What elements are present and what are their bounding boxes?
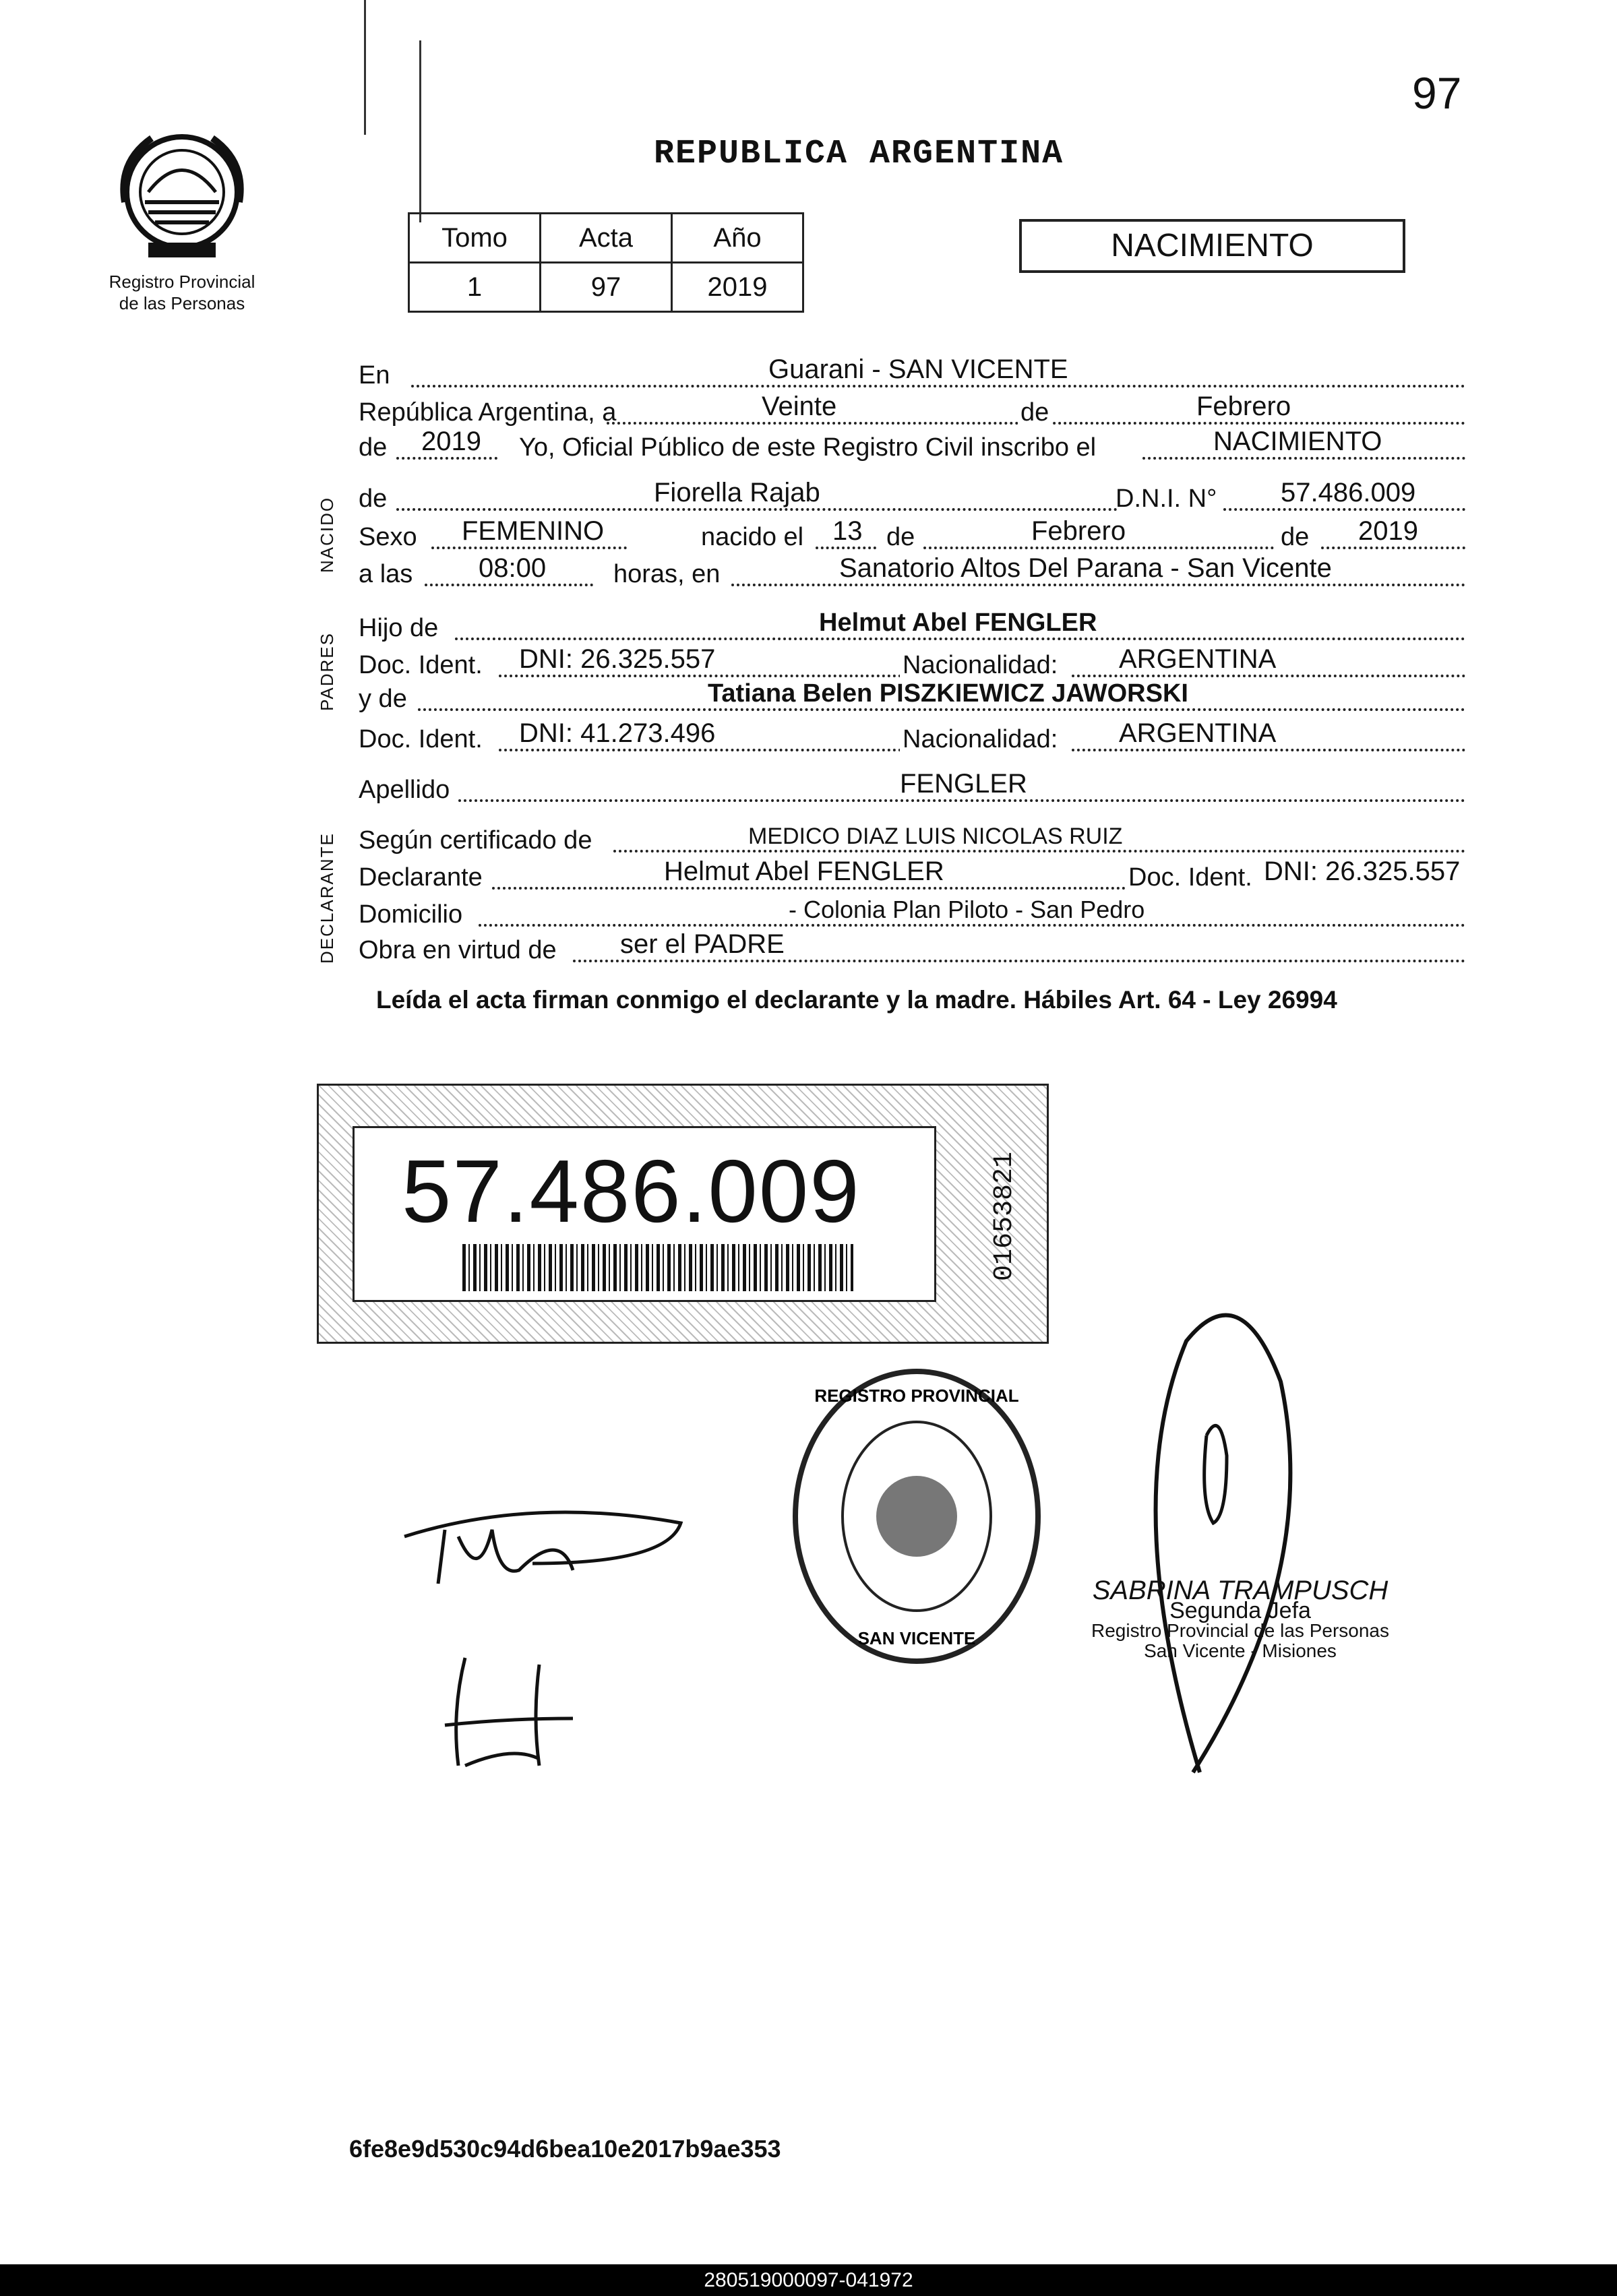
registry-table [408,212,804,313]
row-sexo: Sexo FEMENINO nacido el 13 de Febrero de 2019 [357,516,1465,555]
child-dni: 57.486.009 [1281,478,1416,507]
mother-name: Tatiana Belen PISZKIEWICZ JAWORSKI [708,679,1188,708]
side-label-nacido: NACIDO [317,496,337,573]
header-acta: Acta [541,214,672,263]
row-en: En Guarani - SAN VICENTE [357,354,1465,393]
row-year: de 2019 Yo, Oficial Público de este Registro Civil inscribo el NACIMIENTO [357,426,1465,465]
row-declarante: Declarante Helmut Abel FENGLER Doc. Ident. DNI: 26.325.557 [359,857,1461,892]
row-republica: República Argentina, a Veinte de Febrero [357,391,1465,430]
page-number: 97 [1412,68,1462,118]
row-hijo: Hijo de Helmut Abel FENGLER [357,607,1465,646]
father-name: Helmut Abel FENGLER [819,609,1097,637]
sticker-serial: 01653821 [989,1151,1020,1281]
country-title: REPUBLICA ARGENTINA [654,135,1064,173]
place-value: Guarani - SAN VICENTE [768,354,1068,384]
side-label-padres: PADRES [317,632,337,711]
row-hora: a las 08:00 horas, en Sanatorio Altos Del Parana - San Vicente [357,553,1465,592]
row-mother: y de Tatiana Belen PISZKIEWICZ JAWORSKI [357,677,1465,716]
header-ano: Año [672,214,803,263]
declarant-signature [398,1489,688,1590]
svg-text:SAN VICENTE: SAN VICENTE [857,1628,976,1648]
ano-value: 2019 [672,263,803,312]
tomo-value: 1 [409,263,541,312]
sticker-inner [353,1126,936,1302]
barcode [462,1244,853,1291]
row-mother-doc: Doc. Ident. DNI: 41.273.496 Nacionalidad: ARGENTINA [357,718,1465,757]
child-name: Fiorella Rajab [654,478,820,507]
mother-signature [438,1651,580,1772]
svg-text:REGISTRO PROVINCIAL: REGISTRO PROVINCIAL [814,1386,1019,1406]
province-logo [111,121,253,270]
closing-text: Leída el acta firman conmigo el declarante y la madre. Hábiles Art. 64 - Ley 26994 [376,986,1337,1014]
official-stamp [782,1361,1051,1671]
margin-line [419,40,421,222]
row-father-doc: Doc. Ident. DNI: 26.325.557 Nacionalidad: ARGENTINA [357,644,1465,683]
header-tomo: Tomo [409,214,541,263]
signer-block [1072,1576,1409,1661]
signer-name: SABRINA TRAMPUSCH [1092,1576,1389,1605]
footer-code: 280519000097-041972 [704,2269,913,2291]
record-type-box: NACIMIENTO [1019,219,1405,273]
side-label-declarante: DECLARANTE [317,832,337,964]
row-segun: Según certificado de MEDICO DIAZ LUIS NICOLAS RUIZ [357,819,1465,858]
margin-line [364,0,366,135]
document-hash: 6fe8e9d530c94d6bea10e2017b9ae353 [349,2135,781,2163]
official-signature [1119,1301,1389,1786]
row-apellido: Apellido FENGLER [357,768,1465,807]
row-name: de Fiorella Rajab D.N.I. N° 57.486.009 [357,477,1465,516]
row-domicilio: Domicilio - Colonia Plan Piloto - San Pedro [357,893,1465,932]
signer-title: Segunda Jefa [1169,1598,1311,1623]
id-sticker [317,1084,1049,1344]
footer-bar [0,2264,1617,2296]
row-obra: Obra en virtud de ser el PADRE [357,929,1465,968]
logo-caption: Registro Provincial de las Personas [109,272,255,313]
acta-value: 97 [541,263,672,312]
signer-org: Registro Provincial de las Personas [1091,1620,1389,1641]
sticker-number: 57.486.009 [402,1142,861,1241]
signer-city: San Vicente - Misiones [1144,1640,1337,1661]
